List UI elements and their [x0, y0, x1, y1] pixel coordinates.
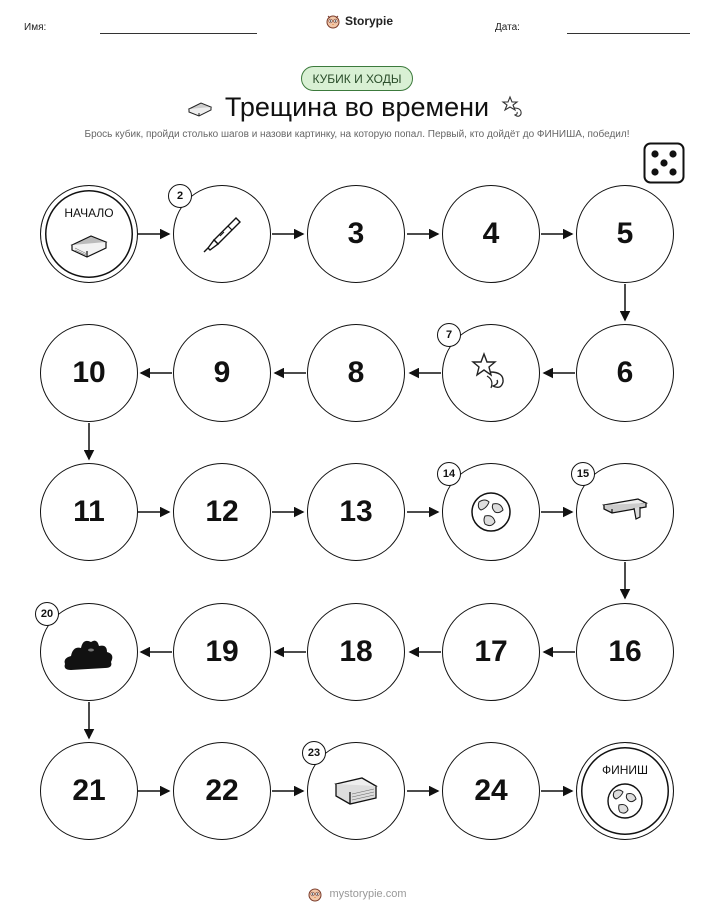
cell-23 [307, 742, 405, 840]
book-icon [69, 228, 109, 260]
finish-cell [576, 742, 674, 840]
footer-link[interactable]: mystorypie.com [329, 888, 407, 900]
cell-number-badge: 15 [571, 462, 595, 486]
cell-3 [307, 185, 405, 283]
cell-7 [442, 324, 540, 422]
cell-number: 16 [608, 635, 642, 668]
cell-number: 18 [339, 635, 373, 668]
instructions: Брось кубик, пройди столько шагов и назови картинку, на которую попал. Первый, кто дойдёт до ФИНИША, победил! [84, 129, 630, 140]
cell-15 [576, 463, 674, 561]
cell-8 [307, 324, 405, 422]
cell-number: 13 [339, 495, 373, 528]
start-label: НАЧАЛО [64, 206, 114, 220]
cell-number-badge: 14 [437, 462, 461, 486]
shelf-icon [600, 495, 650, 529]
cell-number: 5 [616, 217, 634, 250]
cell-24 [442, 742, 540, 840]
cell-number: 6 [616, 356, 634, 389]
cell-number: 10 [72, 356, 106, 389]
finish-label: ФИНИШ [601, 763, 649, 777]
cell-number-badge: 23 [302, 741, 326, 765]
cell-20 [40, 603, 138, 701]
cell-19 [173, 603, 271, 701]
footer [0, 886, 714, 902]
cell-21 [40, 742, 138, 840]
cell-number-badge: 2 [168, 184, 192, 208]
earth-globe-icon [469, 490, 513, 534]
page-title: Трещина во времени [224, 92, 490, 122]
cell-number: 12 [205, 495, 239, 528]
cell-number: 3 [347, 217, 365, 250]
book-icon [332, 772, 380, 810]
cell-16 [576, 603, 674, 701]
cell-number: 11 [73, 495, 105, 528]
name-label: Имя: [24, 22, 47, 33]
cell-18 [307, 603, 405, 701]
cell-11 [40, 463, 138, 561]
storypie-owl-logo [307, 886, 323, 902]
date-label: Дата: [495, 22, 520, 33]
cell-number: 24 [474, 774, 508, 807]
cell-10 [40, 324, 138, 422]
cell-22 [173, 742, 271, 840]
cell-number: 9 [213, 356, 231, 389]
cell-number: 4 [482, 217, 500, 250]
shooting-star-icon [468, 350, 514, 396]
cell-number: 17 [474, 635, 508, 668]
cell-14 [442, 463, 540, 561]
cell-13 [307, 463, 405, 561]
cell-17 [442, 603, 540, 701]
cell-number-badge: 7 [437, 323, 461, 347]
game-type-pill: КУБИК И ХОДЫ [301, 66, 413, 91]
cell-number: 8 [347, 356, 365, 389]
cell-number: 21 [72, 774, 106, 807]
cell-12 [173, 463, 271, 561]
cell-9 [173, 324, 271, 422]
fountain-pen-icon [200, 212, 244, 256]
cell-6 [576, 324, 674, 422]
start-cell [40, 185, 138, 283]
cell-number: 22 [205, 774, 239, 807]
earth-globe-icon [605, 781, 645, 821]
ink-blot-icon [61, 632, 117, 672]
cell-2 [173, 185, 271, 283]
cell-5 [576, 185, 674, 283]
cell-4 [442, 185, 540, 283]
cell-number: 19 [205, 635, 239, 668]
cell-number-badge: 20 [35, 602, 59, 626]
brand-name: Storypie [345, 14, 394, 28]
